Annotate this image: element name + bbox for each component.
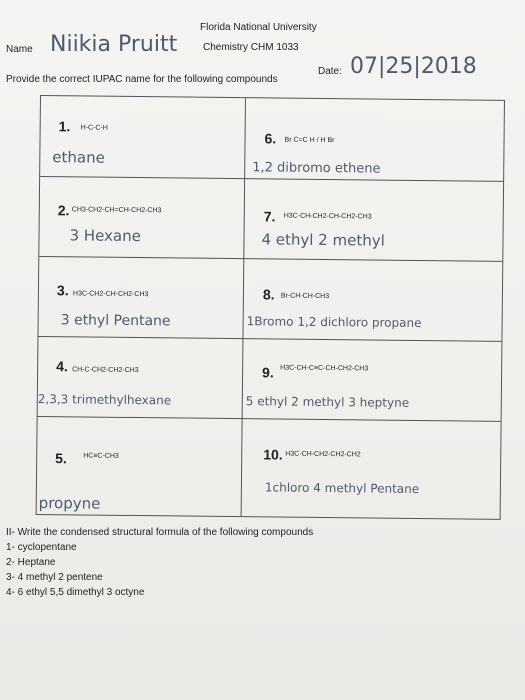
part2-item: 2- Heptane [6, 557, 56, 568]
structure-formula: H-C-C-H [80, 124, 108, 132]
name-label: Name [6, 44, 33, 55]
structure-formula: HC≡C-CH3 [83, 452, 119, 460]
answer: 1,2 dibromo ethene [252, 160, 381, 177]
structure-formula: H3C-CH-CH2-CH2-CH2 [285, 450, 361, 459]
answer: 2,3,3 trimethylhexane [37, 391, 172, 408]
answer: propyne [38, 494, 101, 513]
compound-table [36, 95, 505, 520]
item-number: 5. [55, 450, 67, 467]
structure-formula: Br C=C H / H Br [284, 136, 335, 145]
university-name: Florida National University [200, 22, 317, 33]
part2-item: 3- 4 methyl 2 pentene [6, 572, 103, 583]
item-number: 10. [263, 446, 283, 463]
answer: 4 ethyl 2 methyl [261, 230, 385, 250]
item-number: 9. [262, 364, 274, 381]
compound-cell [39, 176, 244, 258]
item-number: 8. [262, 286, 275, 303]
item-number: 6. [264, 130, 277, 147]
date-value: 07|25|2018 [350, 54, 477, 79]
compound-cell [37, 416, 242, 518]
part2-item: 4- 6 ethyl 5,5 dimethyl 3 octyne [6, 587, 145, 598]
item-number: 4. [56, 358, 68, 375]
structure-formula: CH-C-CH2-CH2-CH3 [72, 366, 139, 375]
item-number: 1. [58, 118, 71, 135]
part2-item: 1- cyclopentane [6, 542, 77, 553]
compound-cell [38, 336, 243, 418]
structure-formula: Br-CH-CH-CH3 [280, 292, 330, 301]
part2-title: II- Write the condensed structural formula of the following compounds [6, 527, 314, 538]
structure-formula: CH3-CH2-CH=CH-CH2-CH3 [71, 206, 162, 215]
compound-cell [38, 256, 243, 338]
compound-cell [40, 96, 245, 178]
answer: 1chloro 4 methyl Pentane [264, 480, 420, 496]
answer: 1Bromo 1,2 dichloro propane [246, 314, 422, 331]
compound-cell [241, 418, 502, 521]
item-number: 7. [263, 208, 276, 225]
structure-formula: H3C-CH-C≡C-CH-CH2-CH3 [280, 364, 369, 373]
date-label: Date: [318, 66, 342, 77]
structure-formula: H3C-CH-CH2-CH-CH2-CH3 [283, 212, 372, 221]
compound-cell [242, 258, 503, 341]
compound-cell [243, 178, 504, 261]
compound-cell [244, 98, 505, 181]
student-name: Niikia Pruitt [50, 32, 178, 57]
answer: 3 Hexane [69, 226, 141, 246]
structure-formula: H3C-CH2-CH-CH2-CH3 [72, 290, 149, 299]
compound-cell [242, 338, 503, 421]
item-number: 3. [56, 282, 69, 299]
answer: ethane [52, 148, 105, 167]
answer: 3 ethyl Pentane [60, 312, 171, 330]
instructions: Provide the correct IUPAC name for the following compounds [6, 74, 278, 85]
course-label: Chemistry CHM 1033 [203, 42, 299, 53]
answer: 5 ethyl 2 methyl 3 heptyne [245, 394, 410, 410]
item-number: 2. [57, 202, 70, 219]
